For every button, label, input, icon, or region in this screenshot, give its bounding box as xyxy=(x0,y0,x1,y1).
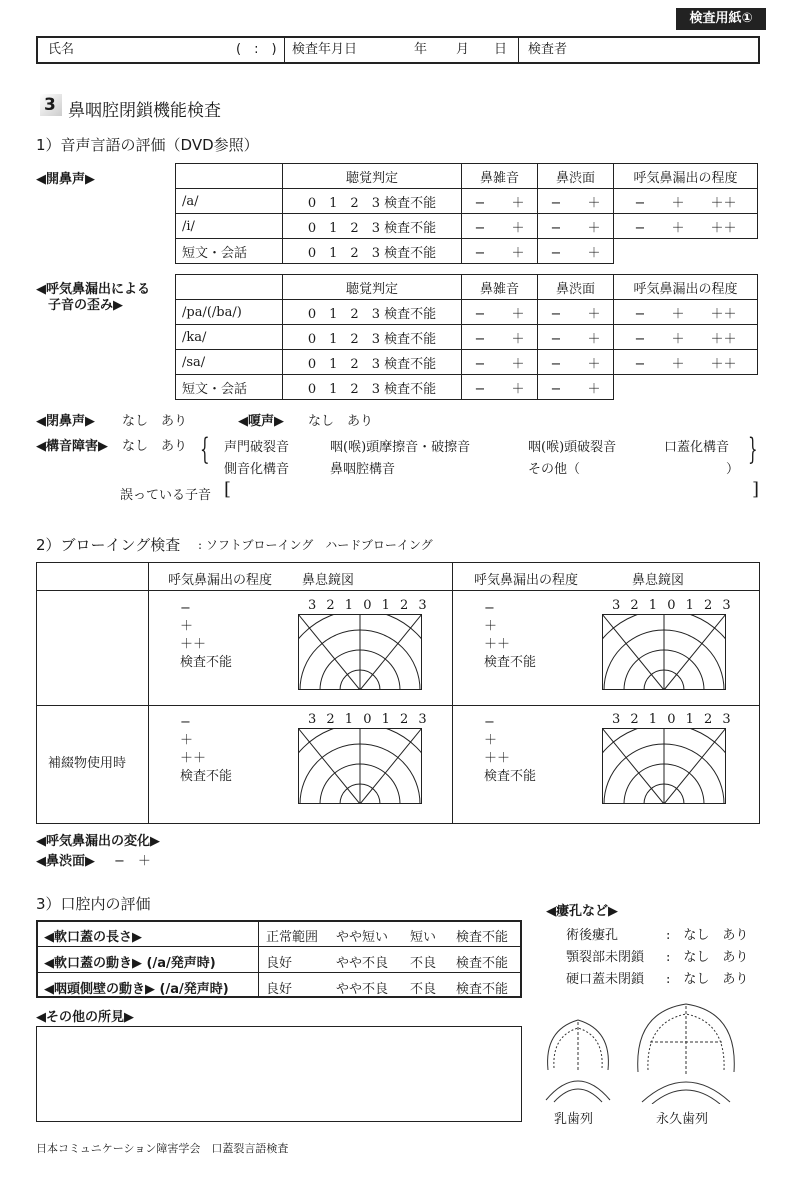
oral-option: やや不良 xyxy=(336,956,389,971)
th-noise: 鼻雑音 xyxy=(462,275,538,300)
levels-q1: − ＋ ＋＋ 検査不能 xyxy=(180,601,233,670)
row-scale: 0 1 2 3 検査不能 xyxy=(283,325,462,350)
row-item: /i/ xyxy=(176,214,283,239)
art-type: 側音化構音 xyxy=(224,462,290,477)
row-grimace: − ＋ xyxy=(538,300,614,325)
fistula-options: : なし あり xyxy=(666,972,749,987)
mirror-scale: 3 2 1 0 1 2 3 xyxy=(612,598,734,613)
row-item: /ka/ xyxy=(176,325,283,350)
col-mirror-1: 鼻息鏡図 xyxy=(302,573,355,588)
nasal-mirror-diagram xyxy=(602,728,726,804)
art-type: 声門破裂音 xyxy=(224,440,290,455)
row-item: 短文・会話 xyxy=(176,239,283,264)
fistula-name: 術後瘻孔 xyxy=(566,928,619,943)
nasal-grimace-label: ◀鼻渋面▶ xyxy=(36,854,95,869)
oral-option: 検査不能 xyxy=(456,956,509,971)
table-row xyxy=(176,189,758,214)
oral-option: やや短い xyxy=(336,930,389,945)
row-leak: − ＋ ＋＋ xyxy=(614,325,758,350)
art-type: 鼻咽腔構音 xyxy=(330,462,396,477)
oral-option: 検査不能 xyxy=(456,982,509,997)
hoarse-options: なし あり xyxy=(308,414,374,429)
row-grimace: − ＋ xyxy=(538,350,614,375)
row-grimace: − ＋ xyxy=(538,189,614,214)
row-scale: 0 1 2 3 検査不能 xyxy=(283,214,462,239)
month-label: 月 xyxy=(456,42,470,57)
th-hearing: 聴覚判定 xyxy=(283,275,462,300)
articulation-label: ◀構音障害▶ xyxy=(36,439,108,454)
row-leak: − ＋ ＋＋ xyxy=(614,350,758,375)
col-leak-2: 呼気鼻漏出の程度 xyxy=(474,573,579,588)
closed-nasal-label: ◀閉鼻声▶ xyxy=(36,414,95,429)
nasal-grimace-options: − ＋ xyxy=(114,854,151,869)
hoarse-label: ◀嗄声▶ xyxy=(238,414,284,429)
row-leak: − ＋ ＋＋ xyxy=(614,214,758,239)
mirror-scale: 3 2 1 0 1 2 3 xyxy=(308,712,430,727)
wrong-consonant-label: 誤っている子音 xyxy=(120,488,212,503)
section-title: 鼻咽腔閉鎖機能検査 xyxy=(68,101,221,121)
row-noise: − ＋ xyxy=(462,300,538,325)
fistula-options: : なし あり xyxy=(666,950,749,965)
open-nasal-table xyxy=(175,163,758,264)
levels-q2: − ＋ ＋＋ 検査不能 xyxy=(484,601,537,670)
th-noise: 鼻雑音 xyxy=(462,164,538,189)
consonant-label-2: 子音の歪み▶ xyxy=(48,298,123,313)
age-label: ( : ) xyxy=(236,42,277,57)
levels-q4: − ＋ ＋＋ 検査不能 xyxy=(484,715,537,784)
row-grimace: − ＋ xyxy=(538,239,614,264)
nasal-mirror-diagram xyxy=(602,614,726,690)
table-row xyxy=(176,350,758,375)
close-paren: ） xyxy=(726,462,740,477)
nasal-mirror-diagram xyxy=(298,728,422,804)
bracket-open: [ xyxy=(224,479,232,500)
examiner-label: 検査者 xyxy=(528,42,568,57)
row-noise: − ＋ xyxy=(462,239,538,264)
year-label: 年 xyxy=(414,42,428,57)
primary-dentition-label: 乳歯列 xyxy=(554,1112,594,1127)
row-noise: − ＋ xyxy=(462,214,538,239)
permanent-dentition-diagram xyxy=(628,998,744,1104)
art-type: 咽(喉)頭摩擦音・破擦音 xyxy=(330,440,471,455)
sheet-tag: 検査用紙① xyxy=(676,8,766,30)
oral-row-label: ◀咽頭側壁の動き▶ (/a/発声時) xyxy=(44,982,229,997)
oral-option: 良好 xyxy=(266,956,293,971)
row-leak: − ＋ ＋＋ xyxy=(614,300,758,325)
row-item: /pa/(/ba/) xyxy=(176,300,283,325)
row-noise: − ＋ xyxy=(462,375,538,400)
date-label: 検査年月日 xyxy=(292,42,358,57)
oral-option: やや不良 xyxy=(336,982,389,997)
th-grimace: 鼻渋面 xyxy=(538,164,614,189)
row-noise: − ＋ xyxy=(462,325,538,350)
table-row xyxy=(176,375,758,400)
th-leak: 呼気鼻漏出の程度 xyxy=(614,164,758,189)
closed-nasal-options: なし あり xyxy=(122,414,188,429)
sub2-title: 2）ブローイング検査 xyxy=(36,536,181,554)
leak-change-label: ◀呼気鼻漏出の変化▶ xyxy=(36,834,160,849)
row-grimace: − ＋ xyxy=(538,325,614,350)
levels-q3: − ＋ ＋＋ 検査不能 xyxy=(180,715,233,784)
row-scale: 0 1 2 3 検査不能 xyxy=(283,189,462,214)
primary-dentition-diagram xyxy=(538,1010,618,1104)
row2-label: 補綴物使用時 xyxy=(48,756,127,771)
nasal-mirror-diagram xyxy=(298,614,422,690)
name-label: 氏名 xyxy=(48,42,75,57)
table-row xyxy=(176,300,758,325)
row-item: /sa/ xyxy=(176,350,283,375)
open-nasal-label: ◀開鼻声▶ xyxy=(36,172,95,187)
sub2-options: : ソフトブローイング ハードブローイング xyxy=(198,538,433,552)
fistula-label: ◀瘻孔など▶ xyxy=(546,904,618,919)
art-type: 咽(喉)頭破裂音 xyxy=(528,440,617,455)
col-leak-1: 呼気鼻漏出の程度 xyxy=(168,573,273,588)
consonant-table xyxy=(175,274,758,400)
sub1-title: 1）音声言語の評価（DVD参照） xyxy=(36,136,259,154)
row-scale: 0 1 2 3 検査不能 xyxy=(283,239,462,264)
mirror-scale: 3 2 1 0 1 2 3 xyxy=(612,712,734,727)
bracket-right: } xyxy=(748,432,758,467)
other-findings-box[interactable] xyxy=(36,1026,522,1122)
col-mirror-2: 鼻息鏡図 xyxy=(632,573,685,588)
fistula-options: : なし あり xyxy=(666,928,749,943)
row-item: /a/ xyxy=(176,189,283,214)
oral-row-label: ◀軟口蓋の動き▶ (/a/発声時) xyxy=(44,956,216,971)
oral-option: 良好 xyxy=(266,982,293,997)
th-hearing: 聴覚判定 xyxy=(283,164,462,189)
row-scale: 0 1 2 3 検査不能 xyxy=(283,375,462,400)
footer: 日本コミュニケーション障害学会 口蓋裂言語検査 xyxy=(36,1142,289,1155)
row-leak: − ＋ ＋＋ xyxy=(614,189,758,214)
row-scale: 0 1 2 3 検査不能 xyxy=(283,350,462,375)
bracket-left: { xyxy=(200,432,210,467)
row-noise: − ＋ xyxy=(462,350,538,375)
oral-option: 正常範囲 xyxy=(266,930,319,945)
fistula-name: 硬口蓋未閉鎖 xyxy=(566,972,645,987)
table-row xyxy=(176,214,758,239)
mirror-scale: 3 2 1 0 1 2 3 xyxy=(308,598,430,613)
oral-option: 不良 xyxy=(410,956,437,971)
row-scale: 0 1 2 3 検査不能 xyxy=(283,300,462,325)
oral-option: 短い xyxy=(410,930,437,945)
table-row xyxy=(176,325,758,350)
row-grimace: − ＋ xyxy=(538,375,614,400)
fistula-name: 顎裂部未閉鎖 xyxy=(566,950,645,965)
table-row xyxy=(176,239,758,264)
oral-option: 検査不能 xyxy=(456,930,509,945)
art-type: 口蓋化構音 xyxy=(664,440,730,455)
row-item: 短文・会話 xyxy=(176,375,283,400)
permanent-dentition-label: 永久歯列 xyxy=(656,1112,709,1127)
th-grimace: 鼻渋面 xyxy=(538,275,614,300)
row-grimace: − ＋ xyxy=(538,214,614,239)
row-noise: − ＋ xyxy=(462,189,538,214)
art-type: その他（ xyxy=(528,462,581,477)
oral-option: 不良 xyxy=(410,982,437,997)
th-leak: 呼気鼻漏出の程度 xyxy=(614,275,758,300)
oral-row-label: ◀軟口蓋の長さ▶ xyxy=(44,930,142,945)
articulation-options: なし あり xyxy=(122,439,188,454)
other-findings-label: ◀その他の所見▶ xyxy=(36,1010,134,1025)
consonant-label-1: ◀呼気鼻漏出による xyxy=(36,282,150,297)
bracket-close: ] xyxy=(752,479,760,500)
header-box xyxy=(36,36,760,64)
day-label: 日 xyxy=(494,42,508,57)
section-number: 3 xyxy=(44,95,56,115)
sub3-title: 3）口腔内の評価 xyxy=(36,895,151,913)
